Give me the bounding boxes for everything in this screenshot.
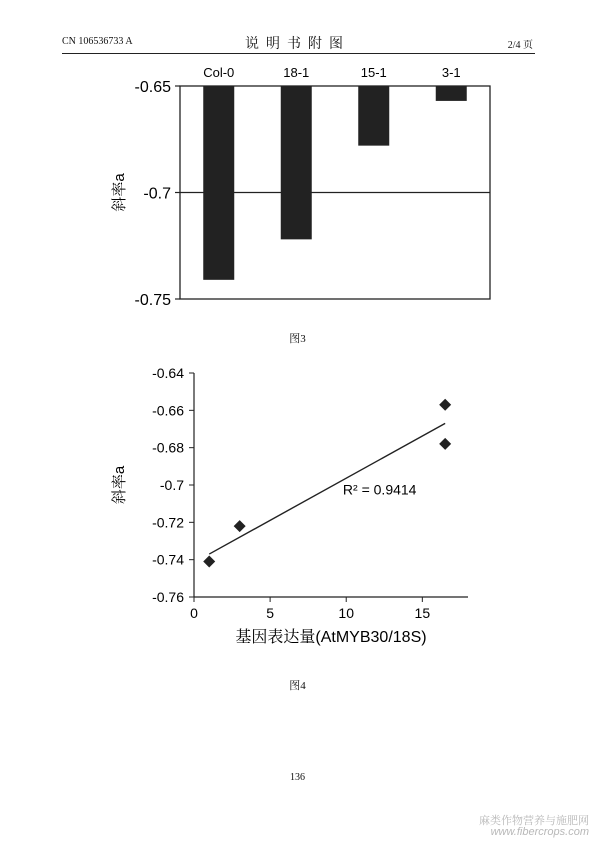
- data-point: [234, 520, 246, 532]
- y-tick-label: -0.75: [134, 292, 171, 309]
- y-tick-label: -0.65: [134, 79, 171, 96]
- data-point: [203, 556, 215, 568]
- data-point: [439, 438, 451, 450]
- bar: [281, 86, 312, 239]
- page-indicator: 2/4 页: [507, 40, 533, 51]
- figure-4-caption: 图4: [289, 680, 306, 692]
- category-label: 18-1: [283, 65, 310, 80]
- data-point: [439, 399, 451, 411]
- watermark-title: 麻类作物营养与施肥网: [479, 815, 589, 827]
- category-label: Col-0: [203, 65, 235, 80]
- x-axis-label: 基因表达量(AtMYB30/18S): [235, 629, 427, 646]
- y-axis-label: 斜率a: [111, 173, 128, 212]
- figure-4-scatter-chart: [0, 360, 595, 670]
- x-tick-label: 15: [414, 605, 431, 621]
- bar: [203, 86, 234, 280]
- y-tick-label: -0.66: [152, 402, 184, 419]
- x-tick-label: 0: [190, 605, 198, 621]
- figure-3-caption: 图3: [289, 333, 306, 345]
- y-axis-label: 斜率a: [111, 465, 128, 505]
- category-label: 15-1: [360, 65, 387, 80]
- x-tick-label: 10: [338, 605, 355, 621]
- y-tick-label: -0.64: [152, 365, 184, 381]
- watermark-url: www.fibercrops.com: [490, 826, 589, 838]
- bar: [436, 86, 467, 101]
- y-tick-label: -0.72: [152, 514, 184, 531]
- r-squared-annotation: R² = 0.9414: [342, 481, 417, 498]
- patent-number: CN 106536733 A: [62, 36, 133, 47]
- header-title: 说明书附图: [245, 37, 350, 52]
- y-tick-label: -0.7: [143, 185, 171, 203]
- y-tick-label: -0.7: [159, 477, 184, 493]
- y-tick-label: -0.76: [152, 589, 184, 605]
- y-tick-label: -0.74: [152, 551, 184, 568]
- page-number: 136: [290, 772, 305, 783]
- bar: [358, 86, 389, 146]
- category-label: 3-1: [441, 65, 461, 80]
- x-tick-label: 5: [266, 605, 275, 621]
- figure-3-bar-chart: [0, 0, 595, 320]
- y-tick-label: -0.68: [152, 439, 184, 456]
